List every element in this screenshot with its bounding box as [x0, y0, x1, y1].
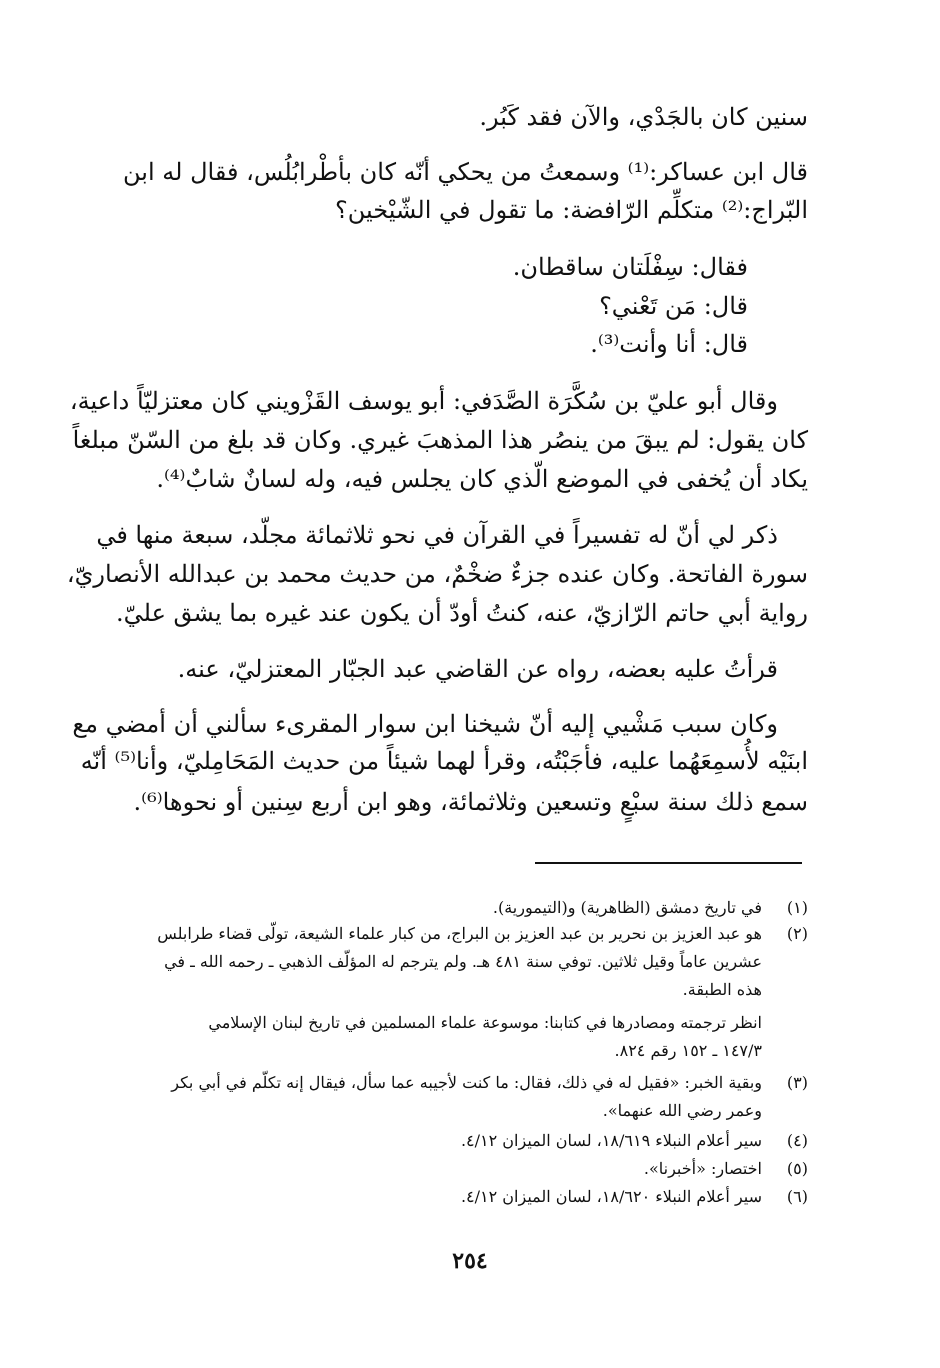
footnote-line: وعمر رضي الله عنهما».: [602, 1101, 762, 1120]
body-line: فقال: سِفْلَتان ساقطان.: [512, 253, 748, 281]
body-line: ذكر لي أنّ له تفسيراً في القرآن في نحو ثلاثمائة مجلّد، سبعة منها في: [96, 521, 778, 549]
footnote-line: عشرين عاماً وقيل ثلاثين. توفي سنة ٤٨١ هـ. ولم يترجم له المؤلّف الذهبي ـ رحمه الله ـ في: [164, 952, 762, 971]
body-line: ابنَيْه لأُسمِعَهُما عليه، فأجَبْتُه، وقرأ لهما شيئاً من حديث المَحَامِليّ، وأنا⁽⁵⁾ أنّه: [80, 747, 808, 775]
footnote-separator: [535, 862, 802, 864]
footnote-line: اختصار: «أخبرنا».: [643, 1159, 762, 1178]
footnote-line: هو عبد العزيز بن نحرير بن عبد العزيز بن البراج، من كبار علماء الشيعة، تولّى قضاء طرابلس: [157, 924, 762, 943]
footnote-number: (٤): [786, 1131, 808, 1150]
footnote-line: في تاريخ دمشق (الظاهرية) و(التيمورية).: [492, 898, 762, 917]
footnote-line: سير أعلام النبلاء ١٨/٦١٩، لسان الميزان ٤/١٢.: [460, 1131, 762, 1150]
body-line: قال: مَن تَعْني؟: [599, 292, 748, 320]
footnote-line: انظر ترجمته ومصادرها في كتابنا: موسوعة علماء المسلمين في تاريخ لبنان الإسلامي: [208, 1013, 762, 1032]
footnote-line: سير أعلام النبلاء ١٨/٦٢٠، لسان الميزان ٤/١٢.: [460, 1187, 762, 1206]
body-line: وكان سبب مَشْيي إليه أنّ شيخنا ابن سوار المقرىء سألني أن أمضي مع: [72, 710, 778, 738]
footnote-number: (٣): [786, 1073, 808, 1092]
footnote-line: وبقية الخبر: «فقيل له في ذلك، فقال: ما كنت لأجيبه عما سأل، فيقال إنه تكلّم في أبي بكر: [171, 1073, 762, 1092]
body-line: البّراج:⁽²⁾ متكلِّم الرّافضة: ما تقول في الشّيْخين؟: [335, 196, 808, 224]
body-line: كان يقول: لم يبقَ من ينصُر هذا المذهبَ غيري. وكان قد بلغ من السّنّ مبلغاً: [72, 426, 808, 454]
body-line: سورة الفاتحة. وكان عنده جزءٌ ضخْمٌ، من حديث محمد بن عبدالله الأنصاريّ،: [66, 560, 808, 588]
body-line: سنين كان بالجَدْي، والآن فقد كَبُر.: [479, 103, 808, 131]
footnote-number: (٦): [786, 1187, 808, 1206]
footnote-number: (١): [786, 898, 808, 917]
footnote-number: (٥): [786, 1159, 808, 1178]
body-line: رواية أبي حاتم الرّازيّ، عنه، كنتُ أودّ أن يكون عند غيره بما يشق عليّ.: [116, 599, 808, 627]
body-line: قرأتُ عليه بعضه، رواه عن القاضي عبد الجبّار المعتزليّ، عنه.: [177, 655, 778, 683]
footnote-line: ١٤٧/٣ ـ ١٥٢ رقم ٨٢٤.: [614, 1041, 762, 1060]
footnote-number: (٢): [786, 924, 808, 943]
footnote-line: هذه الطبقة.: [682, 980, 762, 999]
body-line: سمع ذلك سنة سبْعٍ وتسعين وثلاثمائة، وهو ابن أربع سِنين أو نحوها⁽⁶⁾.: [133, 788, 808, 816]
body-line: وقال أبو عليّ بن سُكَّرَة الصَّدَفي: أبو يوسف القَزْويني كان معتزليّاً داعية،: [69, 387, 778, 415]
page-number: ٢٥٤: [452, 1248, 488, 1274]
body-line: قال: أنا وأنت⁽³⁾.: [590, 330, 748, 358]
body-line: قال ابن عساكر:⁽¹⁾ وسمعتُ من يحكي أنّه كان بأطْرابُلُس، فقال له ابن: [123, 158, 808, 186]
body-line: يكاد أن يُخفى في الموضع الّذي كان يجلس فيه، وله لسانٌ شابٌ⁽⁴⁾.: [156, 465, 808, 493]
